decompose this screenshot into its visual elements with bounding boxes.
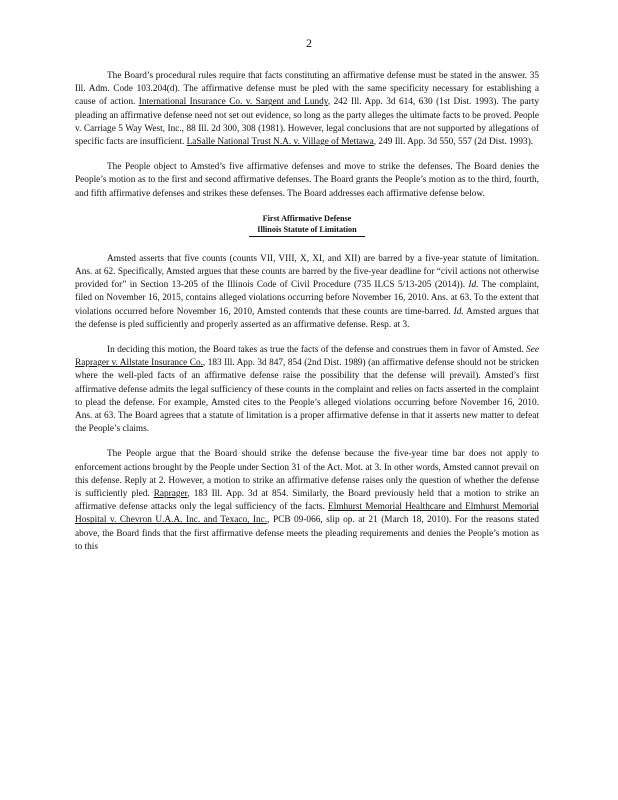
paragraph-text: The Board’s procedural rules require that facts constituting an affirmative defense must be stated in the answer. 35 Ill. Adm. Code 103.204(d). The affirmative defense must be pled with the same specificity necessary for establishing a cause of action.: [75, 71, 539, 108]
case-citation: LaSalle National Trust N.A. v. Village of Mettawa: [186, 137, 374, 148]
section-heading-line1: First Affirmative Defense: [262, 213, 352, 223]
paragraph-amsted-asserts: [75, 253, 539, 332]
paragraph-text: , 242 Ill. App. 3d 614, 630 (1st Dist. 1993). The party pleading an affirmative defense need not set out evidence, so long as the party alleges the ultimate facts to be proved. People v. Carriage 5 Way West, Inc., 88 Ill. 2d 300, 308 (1981). However, legal conclusions that are not supported by allegations of specific facts are insufficient.: [75, 97, 539, 148]
case-citation: International Insurance Co. v. Sargent and Lundy: [138, 97, 328, 108]
paragraph-text: , 183 Ill. App. 3d 847, 854 (2nd Dist. 1989) (an affirmative defense should not be stricken where the well-pled facts of an affirmative defense raise the possibility that the defense will prevail). Amsted’s first affirmative defense admits the legal sufficiency of these counts in the complaint and relies on facts asserted in the complaint to plead the defense. For example, Amsted cites to the People’s alleged violations occurring before November 16, 2010. Ans. at 63. The Board agrees that a statute of limitation is a proper affirmative defense in that it asserts new matter to defeat the People’s claims.: [75, 358, 539, 435]
citation-signal: See: [526, 345, 539, 356]
citation-signal: Id.: [453, 306, 464, 317]
case-citation: Raprager v. Allstate Insurance Co.: [75, 358, 203, 369]
paragraph-text: The People object to Amsted’s five affirmative defenses and move to strike the defenses. The Board denies the People’s motion as to the first and second affirmative defenses. The Board grants the People’s motion as to the third, fourth, and fifth affirmative defenses and strikes these defenses. The Board addresses each affirmative defense below.: [75, 162, 539, 199]
paragraph-text: Amsted asserts that five counts (counts VII, VIII, X, XI, and XII) are barred by a five-year statute of limitation. Ans. at 62. Specifically, Amsted argues that these counts are barred by the five-year deadline for “civil actions not otherwise provided for” in Section 13-205 of the Illinois Code of Civil Procedure (735 ILCS 5/13-205 (2014)).: [75, 253, 539, 291]
paragraph-text: The People argue that the Board should strike the defense because the five-year time bar does not apply to enforcement actions brought by the People under Section 31 of the Act. Mot. at 3. In other words, Amsted cannot prevail on this defense. Reply at 2. However, a motion to strike an affirmative defense raises only the question of whether the defense is sufficiently pled.: [75, 449, 539, 500]
paragraph-text: The complaint, filed on November 16, 2015, contains alleged violations occurring before November 16, 2010. Ans. at 63. To the extent that violations occurred before November 16, 2010, Amsted contends that these counts are time-barred.: [75, 280, 539, 317]
paragraph-text: , PCB 09-066, slip op. at 21 (March 18, 2010). For the reasons stated above, the Board finds that the first affirmative defense meets the pleading requirements and denies the People’s motion as to this: [75, 515, 540, 552]
paragraph-people-objection: [75, 161, 539, 201]
case-citation: Elmhurst Memorial Healthcare and Elmhurst Memorial Hospital v. Chevron U.A.A. Inc. and Texaco, Inc.: [75, 502, 539, 526]
page-number: 2: [306, 36, 312, 50]
paragraph-pleading-standard: [75, 70, 539, 149]
citation-signal: Id.: [468, 280, 479, 291]
section-heading: [75, 213, 539, 237]
document-body: [75, 70, 539, 566]
paragraph-text: In deciding this motion, the Board takes as true the facts of the defense and construes them in favor of Amsted.: [107, 345, 527, 356]
paragraph-text: , 249 Ill. App. 3d 550, 557 (2d Dist. 1993).: [373, 137, 534, 148]
case-citation: Raprager: [153, 489, 188, 500]
paragraph-people-argue: [75, 448, 539, 554]
section-heading-line2: Illinois Statute of Limitation: [249, 224, 364, 237]
paragraph-text: , 183 Ill. App. 3d at 854. Similarly, the Board previously held that a motion to strike an affirmative defense attacks only the legal sufficiency of the facts.: [75, 489, 539, 513]
paragraph-text: Amsted argues that the defense is pled sufficiently and properly asserted as an affirmative defense. Resp. at 3.: [75, 306, 539, 330]
paragraph-deciding-motion: [75, 344, 539, 436]
